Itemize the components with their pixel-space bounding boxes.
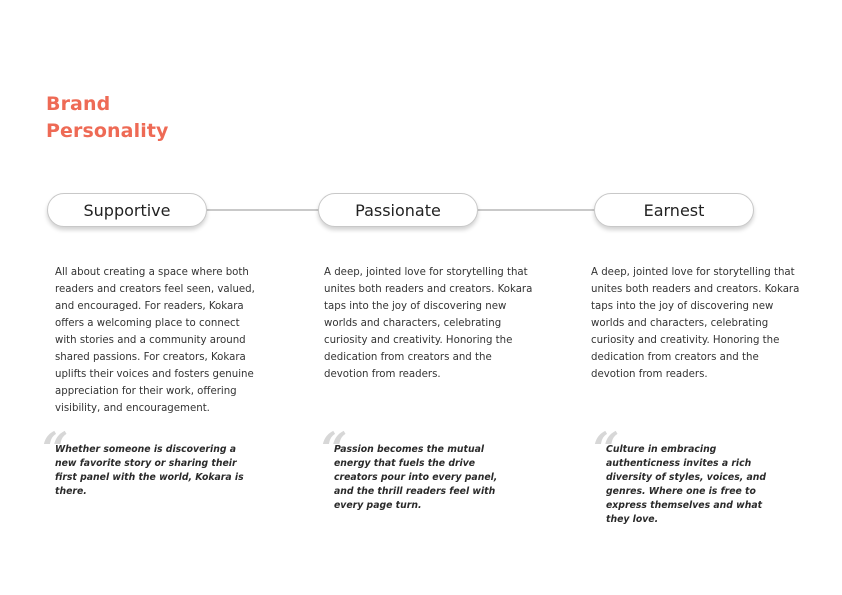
trait-quote: Culture in embracing authenticness invites a rich diversity of styles, voices, and genres. Where one is free to express themselves and what they love. [606, 444, 767, 525]
trait-quote: Passion becomes the mutual energy that fuels the drive creators pour into every panel, and the thrill readers feel with every page turn. [334, 444, 498, 511]
trait-label: Earnest [643, 200, 705, 220]
trait-pill-supportive [47, 193, 207, 227]
trait-quote: Whether someone is discovering a new favorite story or sharing their first panel with the world, Kokara is there. [55, 444, 244, 497]
quote-mark-icon: “ [593, 422, 620, 476]
trait-description: A deep, jointed love for storytelling that unites both readers and creators. Kokara taps into the joy of discovering new worlds and characters, celebrating curiosity and creativity. Honoring the dedication from creators and the devotion from readers. [324, 267, 533, 380]
quote-mark-icon: “ [42, 422, 69, 476]
title-line-2: Personality [46, 120, 169, 142]
title-line-1: Brand [46, 93, 111, 115]
trait-pill-earnest [594, 193, 754, 227]
connector-line [207, 209, 319, 211]
quote-mark-icon: “ [321, 422, 348, 476]
trait-pill-passionate [318, 193, 478, 227]
trait-description: A deep, jointed love for storytelling that unites both readers and creators. Kokara taps into the joy of discovering new worlds and characters, celebrating curiosity and creativity. Honoring the dedication from creators and the devotion from readers. [591, 267, 800, 380]
page-title [46, 91, 169, 145]
trait-label: Passionate [355, 200, 441, 220]
connector-line [478, 209, 595, 211]
trait-description: All about creating a space where both readers and creators feel seen, valued, and encouraged. For readers, Kokara offers a welcoming place to connect with stories and a community around shared passions. For creators, Kokara uplifts their voices and fosters genuine appreciation for their work, offering visibility, and encouragement. [55, 267, 255, 414]
trait-label: Supportive [83, 200, 171, 220]
